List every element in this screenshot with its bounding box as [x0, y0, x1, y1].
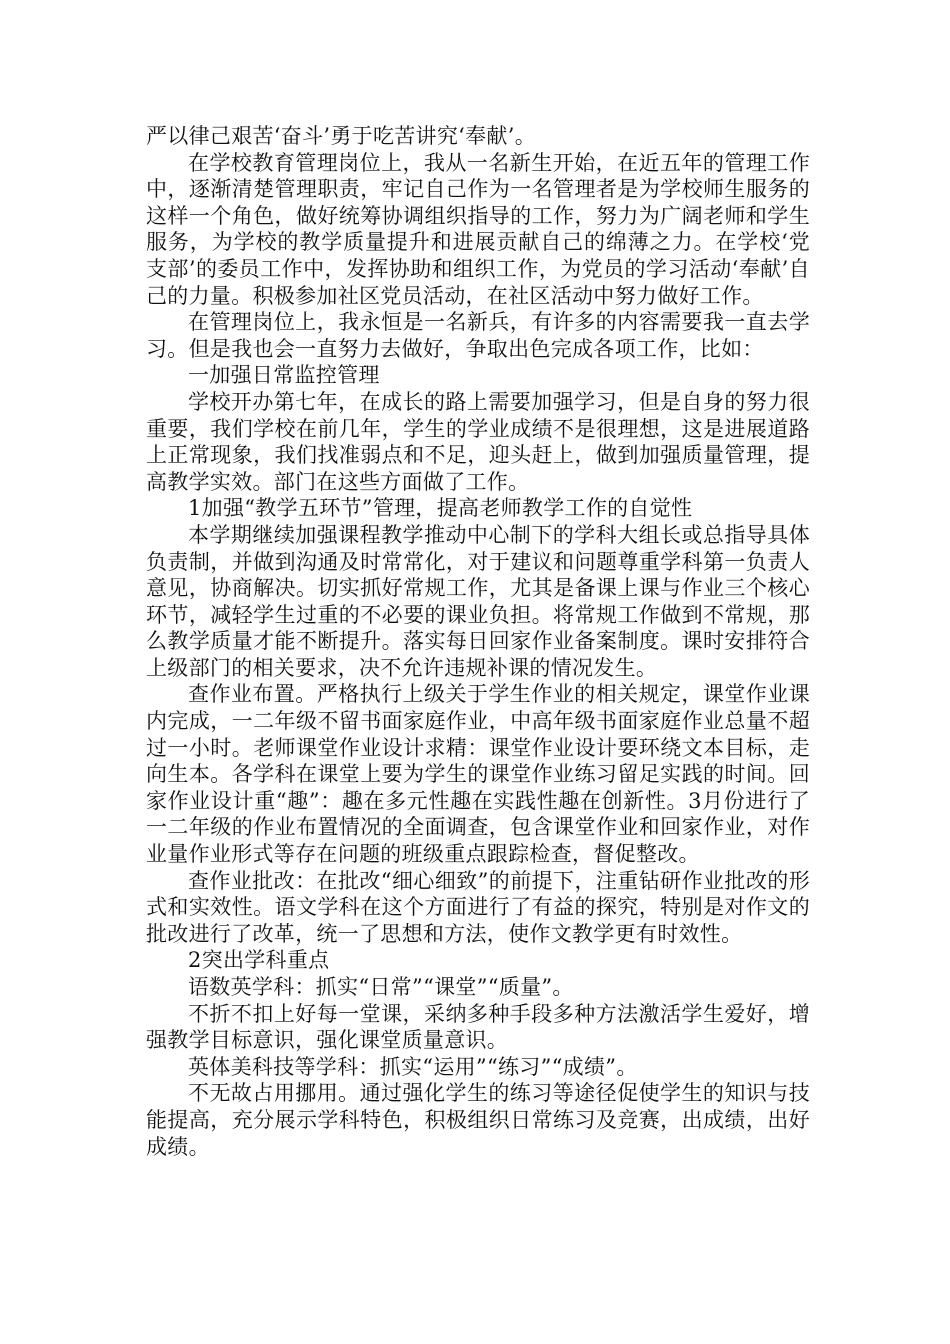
document-page [146, 123, 810, 1160]
paragraph-homework-grading: 查作业批改：在批改“细心细致”的前提下，注重钻研作业批改的形式和实效性。语文学科在这个方面进行了有益的探究，特别是对作文的批改进行了改革，统一了思想和方法，使作文教学更有时效性。 [146, 868, 810, 946]
subheading-five-links: 1加强“教学五环节”管理，提高老师教学工作的自觉性 [188, 496, 693, 521]
paragraph-core-subjects: 语数英学科：抓实“日常”“课堂”“质量”。 [188, 975, 574, 999]
paragraph-other-subjects: 英体美科技等学科：抓实“运用”“练习”“成绩”。 [188, 1054, 638, 1079]
paragraph-intro-line: 严以律己艰苦‘奋斗’勇于吃苦讲究‘奉献’。 [146, 124, 536, 148]
paragraph-new-soldier: 在管理岗位上，我永恒是一名新兵，有许多的内容需要我一直去学习。但是我也会一直努力去做好，争取出色完成各项工作，比如： [146, 310, 810, 361]
paragraph-every-lesson: 不折不扣上好每一堂课，采纳多种手段多种方法激活学生爱好，增强教学目标意识，强化课堂质量意识。 [146, 1001, 810, 1053]
paragraph-responsibility-system: 本学期继续加强课程教学推动中心制下的学科大组长或总指导具体负责制，并做到沟通及时常常化，对于建议和问题尊重学科第一负责人意见，协商解决。切实抓好常规工作，尤其是备课上课与作业三个核心环节，减轻学生过重的不必要的课业负担。将常规工作做到不常规，那么教学质量才能不断提升。落实每日回家作业备案制度。课时安排符合上级部门的相关要求，决不允许违规补课的情况发生。 [146, 522, 810, 680]
paragraph-homework-assignment: 查作业布置。严格执行上级关于学生作业的相关规定，课堂作业课内完成，一二年级不留书面家庭作业，中高年级书面家庭作业总量不超过一小时。老师课堂作业设计求精：课堂作业设计要环绕文本目标，走向生本。各学科在课堂上要为学生的课堂作业练习留足实践的时间。回家作业设计重“趣”：趣在多元性趣在实践性趣在创新性。3月份进行了一二年级的作业布置情况的全面调查，包含课堂作业和回家作业，对作业量作业形式等存在问题的班级重点跟踪检查，督促整改。 [146, 682, 810, 867]
paragraph-no-occupation: 不无故占用挪用。通过强化学生的练习等途径促使学生的知识与技能提高，充分展示学科特色，积极组织日常练习及竞赛，出成绩，出好成绩。 [146, 1081, 810, 1159]
paragraph-management-role: 在学校教育管理岗位上，我从一名新生开始，在近五年的管理工作中，逐渐清楚管理职责，牢记自己作为一名管理者是为学校师生服务的这样一个角色，做好统筹协调组织指导的工作，努力为广阔老师和学生服务，为学校的教学质量提升和进展贡献自己的绵薄之力。在学校‘党支部’的委员工作中，发挥协助和组织工作，为党员的学习活动‘奉献’自己的力量。积极参加社区党员活动，在社区活动中努力做好工作。 [146, 150, 810, 308]
paragraph-seventh-year: 学校开办第七年，在成长的路上需要加强学习，但是自身的努力很重要，我们学校在前几年，学生的学业成绩不是很理想，这是进展道路上正常现象，我们找准弱点和不足，迎头赶上，做到加强质量管理，提高教学实效。部门在这些方面做了工作。 [146, 389, 810, 494]
section-heading-monitoring: 一加强日常监控管理 [188, 363, 380, 388]
subheading-subject-focus: 2突出学科重点 [188, 948, 330, 973]
